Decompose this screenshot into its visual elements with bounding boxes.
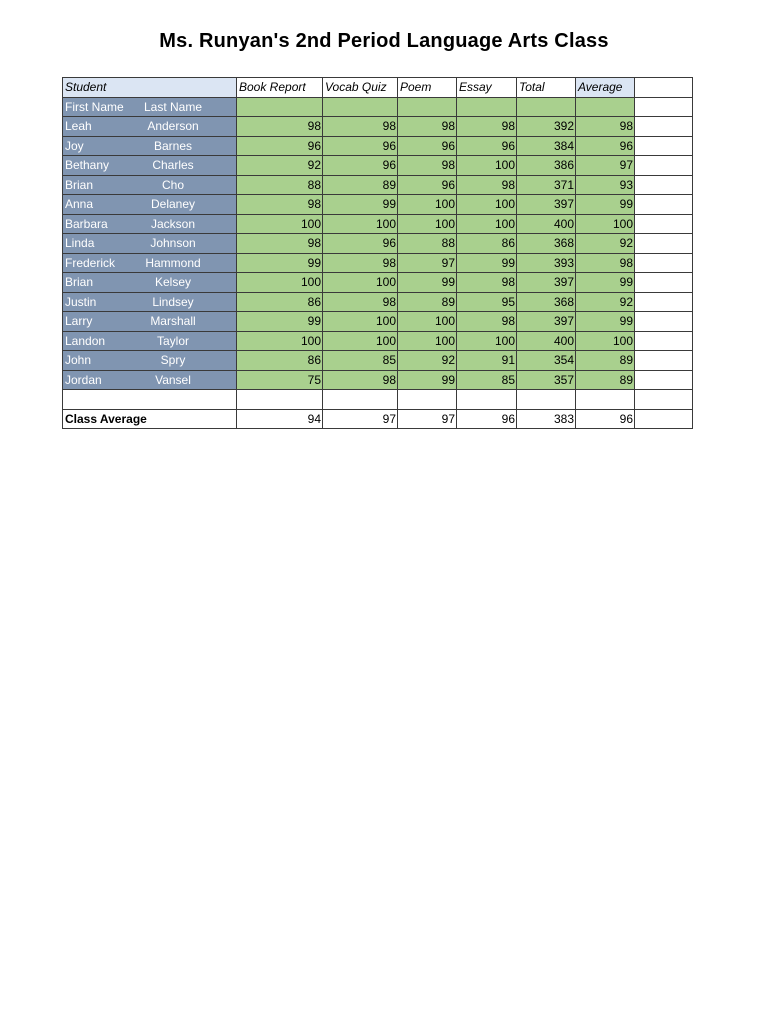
- essay-score[interactable]: 98: [457, 117, 517, 137]
- student-row: [63, 312, 693, 332]
- first-name: Larry: [65, 314, 93, 328]
- empty-cell[interactable]: [635, 273, 693, 293]
- empty-cell[interactable]: [237, 390, 323, 410]
- poem-score[interactable]: 100: [398, 214, 457, 234]
- student-name-cell[interactable]: [63, 117, 237, 137]
- average-score[interactable]: 99: [576, 195, 635, 215]
- poem-score[interactable]: 88: [398, 234, 457, 254]
- empty-cell[interactable]: [398, 390, 457, 410]
- poem-score[interactable]: 100: [398, 195, 457, 215]
- student-name-cell[interactable]: [63, 214, 237, 234]
- empty-cell[interactable]: [457, 97, 517, 117]
- book-report-score[interactable]: 99: [237, 312, 323, 332]
- empty-cell[interactable]: [635, 312, 693, 332]
- first-name: Barbara: [65, 216, 108, 231]
- empty-cell[interactable]: [398, 97, 457, 117]
- empty-cell[interactable]: [635, 234, 693, 254]
- total-score[interactable]: 384: [517, 136, 576, 156]
- essay-score[interactable]: 91: [457, 351, 517, 371]
- empty-cell[interactable]: [63, 390, 237, 410]
- subheader-first-name: First Name: [65, 99, 124, 114]
- student-name-cell[interactable]: [63, 351, 237, 371]
- header-average[interactable]: Average: [576, 78, 635, 98]
- grades-table: [62, 77, 693, 429]
- student-name-cell[interactable]: [63, 195, 237, 215]
- book-report-score[interactable]: 86: [237, 351, 323, 371]
- student-name-cell[interactable]: [63, 175, 237, 195]
- student-row: [63, 234, 693, 254]
- student-row: [63, 331, 693, 351]
- student-row: [63, 136, 693, 156]
- essay-score[interactable]: 98: [457, 312, 517, 332]
- subheader-last-name: Last Name: [143, 99, 203, 114]
- class-book-report-score[interactable]: 94: [237, 409, 323, 429]
- total-score[interactable]: 400: [517, 331, 576, 351]
- student-row: [63, 292, 693, 312]
- book-report-score[interactable]: 99: [237, 253, 323, 273]
- essay-score[interactable]: 100: [457, 195, 517, 215]
- class-total-score[interactable]: 383: [517, 409, 576, 429]
- empty-cell[interactable]: [635, 331, 693, 351]
- vocab-quiz-score[interactable]: 98: [323, 117, 398, 137]
- average-score[interactable]: 100: [576, 331, 635, 351]
- student-row: [63, 117, 693, 137]
- empty-cell[interactable]: [635, 97, 693, 117]
- empty-cell[interactable]: [635, 175, 693, 195]
- empty-cell[interactable]: [635, 214, 693, 234]
- average-score[interactable]: 89: [576, 351, 635, 371]
- poem-score[interactable]: 98: [398, 156, 457, 176]
- book-report-score[interactable]: 98: [237, 234, 323, 254]
- vocab-quiz-score[interactable]: 96: [323, 136, 398, 156]
- class-average-label[interactable]: Class Average: [63, 409, 237, 429]
- average-score[interactable]: 92: [576, 292, 635, 312]
- essay-score[interactable]: 86: [457, 234, 517, 254]
- last-name: Johnson: [150, 236, 196, 250]
- total-score[interactable]: 386: [517, 156, 576, 176]
- empty-cell[interactable]: [576, 97, 635, 117]
- average-score[interactable]: 99: [576, 273, 635, 293]
- empty-cell[interactable]: [635, 195, 693, 215]
- first-name: Linda: [65, 236, 95, 250]
- empty-cell[interactable]: [323, 97, 398, 117]
- class-poem-score[interactable]: 97: [398, 409, 457, 429]
- book-report-score[interactable]: 96: [237, 136, 323, 156]
- total-score[interactable]: 392: [517, 117, 576, 137]
- blank-row: [63, 390, 693, 410]
- vocab-quiz-score[interactable]: 100: [323, 273, 398, 293]
- last-name: Hammond: [145, 255, 201, 270]
- subheader-row: [63, 97, 693, 117]
- poem-score[interactable]: 100: [398, 312, 457, 332]
- vocab-quiz-score[interactable]: 85: [323, 351, 398, 371]
- average-score[interactable]: 100: [576, 214, 635, 234]
- empty-cell[interactable]: [635, 351, 693, 371]
- first-name: Anna: [65, 197, 94, 211]
- empty-cell[interactable]: [457, 390, 517, 410]
- student-row: [63, 351, 693, 371]
- average-score[interactable]: 99: [576, 312, 635, 332]
- last-name: Charles: [152, 158, 194, 172]
- vocab-quiz-score[interactable]: 98: [323, 292, 398, 312]
- vocab-quiz-score[interactable]: 96: [323, 156, 398, 176]
- poem-score[interactable]: 99: [398, 273, 457, 293]
- student-row: [63, 156, 693, 176]
- student-name-cell[interactable]: [63, 273, 237, 293]
- essay-score[interactable]: 95: [457, 292, 517, 312]
- vocab-quiz-score[interactable]: 100: [323, 214, 398, 234]
- student-name-cell[interactable]: [63, 370, 237, 390]
- total-score[interactable]: 400: [517, 214, 576, 234]
- student-name-cell[interactable]: [63, 136, 237, 156]
- first-name: Jordan: [65, 372, 102, 387]
- book-report-score[interactable]: 100: [237, 214, 323, 234]
- last-name: Jackson: [150, 216, 196, 231]
- book-report-score[interactable]: 98: [237, 195, 323, 215]
- essay-score[interactable]: 98: [457, 273, 517, 293]
- last-name: Barnes: [153, 138, 193, 153]
- student-row: [63, 214, 693, 234]
- vocab-quiz-score[interactable]: 96: [323, 234, 398, 254]
- empty-cell[interactable]: [635, 390, 693, 410]
- last-name: Spry: [160, 353, 186, 367]
- first-name: Justin: [65, 294, 97, 309]
- empty-cell[interactable]: [635, 156, 693, 176]
- header-vocab-quiz[interactable]: Vocab Quiz: [323, 78, 398, 98]
- student-row: [63, 273, 693, 293]
- vocab-quiz-score[interactable]: 99: [323, 195, 398, 215]
- header-poem[interactable]: Poem: [398, 78, 457, 98]
- essay-score[interactable]: 99: [457, 253, 517, 273]
- empty-cell[interactable]: [635, 78, 693, 98]
- header-book-report[interactable]: Book Report: [237, 78, 323, 98]
- essay-score[interactable]: 100: [457, 331, 517, 351]
- student-row: [63, 195, 693, 215]
- empty-cell[interactable]: [635, 253, 693, 273]
- student-name-cell[interactable]: [63, 331, 237, 351]
- student-name-cell[interactable]: [63, 312, 237, 332]
- empty-cell[interactable]: [237, 97, 323, 117]
- total-score[interactable]: 397: [517, 273, 576, 293]
- vocab-quiz-score[interactable]: 98: [323, 253, 398, 273]
- total-score[interactable]: 393: [517, 253, 576, 273]
- student-row: [63, 370, 693, 390]
- poem-score[interactable]: 98: [398, 117, 457, 137]
- essay-score[interactable]: 100: [457, 156, 517, 176]
- empty-cell[interactable]: [635, 292, 693, 312]
- empty-cell[interactable]: [323, 390, 398, 410]
- total-score[interactable]: 397: [517, 312, 576, 332]
- total-score[interactable]: 368: [517, 234, 576, 254]
- empty-cell[interactable]: [635, 370, 693, 390]
- book-report-score[interactable]: 92: [237, 156, 323, 176]
- empty-cell[interactable]: [517, 97, 576, 117]
- vocab-quiz-score[interactable]: 89: [323, 175, 398, 195]
- essay-score[interactable]: 98: [457, 175, 517, 195]
- last-name: Cho: [161, 177, 184, 192]
- average-score[interactable]: 98: [576, 117, 635, 137]
- empty-cell[interactable]: [576, 390, 635, 410]
- last-name: Taylor: [156, 333, 189, 348]
- vocab-quiz-score[interactable]: 98: [323, 370, 398, 390]
- average-score[interactable]: 93: [576, 175, 635, 195]
- total-score[interactable]: 371: [517, 175, 576, 195]
- subheader-name-cell[interactable]: [63, 97, 237, 117]
- last-name: Marshall: [150, 314, 196, 328]
- essay-score[interactable]: 100: [457, 214, 517, 234]
- first-name: John: [65, 353, 92, 367]
- poem-score[interactable]: 92: [398, 351, 457, 371]
- poem-score[interactable]: 89: [398, 292, 457, 312]
- last-name: Anderson: [147, 119, 199, 133]
- header-total[interactable]: Total: [517, 78, 576, 98]
- essay-score[interactable]: 85: [457, 370, 517, 390]
- average-score[interactable]: 97: [576, 156, 635, 176]
- first-name: Frederick: [65, 255, 116, 270]
- essay-score[interactable]: 96: [457, 136, 517, 156]
- vocab-quiz-score[interactable]: 100: [323, 312, 398, 332]
- total-score[interactable]: 354: [517, 351, 576, 371]
- average-score[interactable]: 96: [576, 136, 635, 156]
- last-name: Lindsey: [152, 294, 194, 309]
- first-name: Brian: [65, 177, 94, 192]
- total-score[interactable]: 368: [517, 292, 576, 312]
- poem-score[interactable]: 100: [398, 331, 457, 351]
- book-report-score[interactable]: 86: [237, 292, 323, 312]
- book-report-score[interactable]: 98: [237, 117, 323, 137]
- header-row: [63, 78, 693, 98]
- student-name-cell[interactable]: [63, 156, 237, 176]
- first-name: Brian: [65, 275, 94, 289]
- last-name: Vansel: [155, 372, 191, 387]
- book-report-score[interactable]: 75: [237, 370, 323, 390]
- average-score[interactable]: 98: [576, 253, 635, 273]
- poem-score[interactable]: 99: [398, 370, 457, 390]
- empty-cell[interactable]: [635, 409, 693, 429]
- header-student[interactable]: Student: [63, 78, 237, 98]
- empty-cell[interactable]: [517, 390, 576, 410]
- empty-cell[interactable]: [635, 136, 693, 156]
- first-name: Leah: [65, 119, 92, 133]
- class-essay-score[interactable]: 96: [457, 409, 517, 429]
- class-vocab-quiz-score[interactable]: 97: [323, 409, 398, 429]
- vocab-quiz-score[interactable]: 100: [323, 331, 398, 351]
- header-essay[interactable]: Essay: [457, 78, 517, 98]
- poem-score[interactable]: 96: [398, 136, 457, 156]
- student-row: [63, 175, 693, 195]
- poem-score[interactable]: 97: [398, 253, 457, 273]
- book-report-score[interactable]: 100: [237, 331, 323, 351]
- page-title: Ms. Runyan's 2nd Period Language Arts Class: [159, 30, 609, 52]
- average-score[interactable]: 89: [576, 370, 635, 390]
- first-name: Joy: [65, 138, 84, 153]
- empty-cell[interactable]: [635, 117, 693, 137]
- last-name: Kelsey: [154, 275, 192, 289]
- average-score[interactable]: 92: [576, 234, 635, 254]
- student-name-cell[interactable]: [63, 234, 237, 254]
- student-row: [63, 253, 693, 273]
- first-name: Landon: [65, 333, 106, 348]
- poem-score[interactable]: 96: [398, 175, 457, 195]
- student-name-cell[interactable]: [63, 292, 237, 312]
- first-name: Bethany: [65, 158, 110, 172]
- class-average-row: [63, 409, 693, 429]
- last-name: Delaney: [150, 197, 196, 211]
- class-average-score[interactable]: 96: [576, 409, 635, 429]
- total-score[interactable]: 357: [517, 370, 576, 390]
- book-report-score[interactable]: 100: [237, 273, 323, 293]
- total-score[interactable]: 397: [517, 195, 576, 215]
- student-name-cell[interactable]: [63, 253, 237, 273]
- book-report-score[interactable]: 88: [237, 175, 323, 195]
